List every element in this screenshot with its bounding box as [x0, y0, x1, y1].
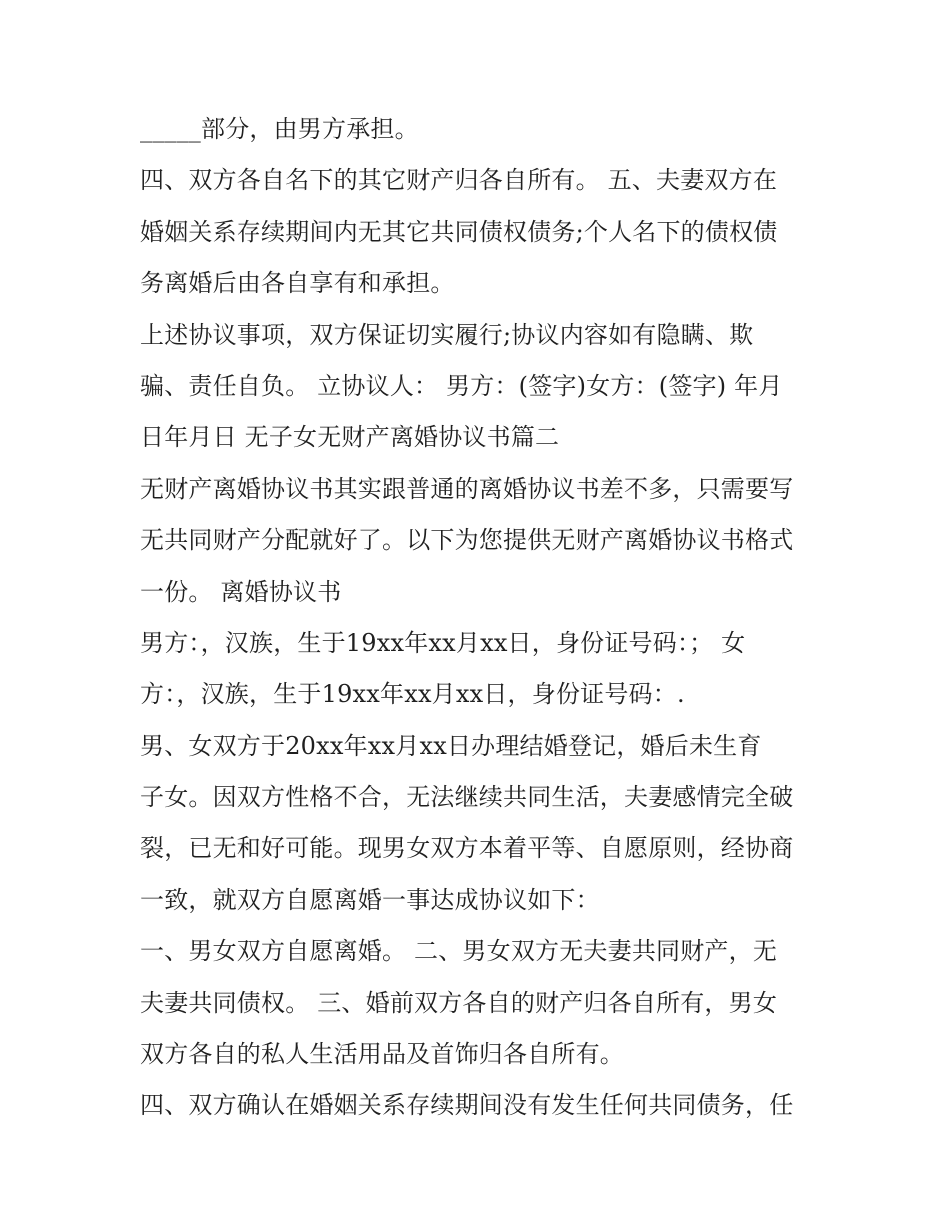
text-line: 男、女双方于20xx年xx月xx日办理结婚登记，婚后未生育	[140, 731, 762, 760]
text-line: 男方：，汉族，生于19xx年xx月xx日，身份证号码：； 女	[140, 628, 746, 657]
text-line: 一致，就双方自愿离婚一事达成协议如下：	[140, 885, 600, 914]
text-line: 无共同财产分配就好了。以下为您提供无财产离婚协议书格式	[140, 526, 794, 555]
text-line: 无财产离婚协议书其实跟普通的离婚协议书差不多，只需要写	[140, 474, 794, 503]
document-body	[140, 104, 820, 1132]
text-line: 务离婚后由各自享有和承担。	[140, 269, 455, 298]
text-line: 方：，汉族，生于19xx年xx月xx日，身份证号码：.	[140, 680, 685, 709]
text-line: 双方各自的私人生活用品及首饰归各自所有。	[140, 1040, 624, 1069]
text-line: 婚姻关系存续期间内无其它共同债权债务;个人名下的债权债	[140, 217, 778, 246]
text-line: 一份。 离婚协议书	[140, 577, 342, 606]
text-line: 夫妻共同债权。 三、婚前双方各自的财产归各自所有，男女	[140, 988, 778, 1017]
text-line: _____部分，由男方承担。	[140, 115, 419, 143]
text-line: 骗、责任自负。 立协议人： 男方：(签字)女方：(签字) 年月	[140, 371, 783, 400]
text-line: 四、双方各自名下的其它财产归各自所有。 五、夫妻双方在	[140, 166, 778, 195]
text-line: 四、双方确认在婚姻关系存续期间没有发生任何共同债务，任	[140, 1091, 794, 1120]
text-line: 裂，已无和好可能。现男女双方本着平等、自愿原则，经协商	[140, 834, 794, 863]
text-line: 子女。因双方性格不合，无法继续共同生活，夫妻感情完全破	[140, 783, 794, 812]
text-line: 一、男女双方自愿离婚。 二、男女双方无夫妻共同财产，无	[140, 937, 778, 966]
text-line: 上述协议事项，双方保证切实履行;协议内容如有隐瞒、欺	[140, 320, 754, 349]
text-line: 日年月日 无子女无财产离婚协议书篇二	[140, 423, 560, 452]
